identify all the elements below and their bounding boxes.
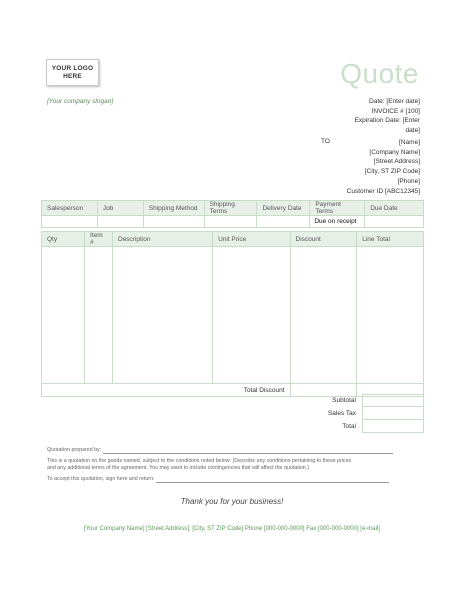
col-description: Description <box>113 232 213 247</box>
logo-placeholder <box>46 59 99 86</box>
recipient-street: [Street Address] <box>373 158 420 166</box>
col-item-number: Item # <box>85 232 113 247</box>
recipient-city: [City, ST ZIP Code] <box>364 168 420 176</box>
totals-block <box>41 394 424 433</box>
order-info-row <box>42 216 424 228</box>
expiration-date: Expiration Date: [Enter date] <box>354 117 420 134</box>
col-discount: Discount <box>290 232 357 247</box>
sales-tax-value[interactable] <box>362 407 424 420</box>
line-items-body <box>42 247 424 384</box>
customer-id: Customer ID [ABC12345] <box>346 187 420 195</box>
cell-discount[interactable] <box>290 247 357 384</box>
line-items-table <box>41 231 424 397</box>
subtotal-row <box>41 394 424 407</box>
cell-payment-terms[interactable]: Due on receipt <box>310 216 365 228</box>
col-shipping-terms: Shipping Terms <box>204 201 257 216</box>
col-shipping-method: Shipping Method <box>143 201 204 216</box>
col-delivery-date: Delivery Date <box>257 201 310 216</box>
conditions-line-1: This is a quotation on the goods named, subject to the conditions noted below: (Describe any conditions pertaining to these prices <box>47 458 352 464</box>
line-items-header-row <box>42 232 424 247</box>
total-label: Total <box>342 423 356 430</box>
cell-line-total[interactable] <box>357 247 424 384</box>
quote-date: Date: [Enter date] <box>369 98 420 105</box>
cell-salesperson[interactable] <box>42 216 98 228</box>
cell-job[interactable] <box>97 216 143 228</box>
total-row <box>41 420 424 433</box>
order-info-table <box>41 200 424 228</box>
cell-item-number[interactable] <box>85 247 113 384</box>
logo-line-1: YOUR LOGO <box>51 65 94 72</box>
document-title: Quote <box>340 58 419 89</box>
cell-shipping-terms[interactable] <box>204 216 257 228</box>
prepared-by-label: Quotation prepared by: <box>47 447 102 453</box>
col-unit-price: Unit Price <box>213 232 290 247</box>
col-qty: Qty <box>42 232 85 247</box>
subtotal-label: Subtotal <box>332 397 356 404</box>
recipient-company: [Company Name] <box>369 148 420 156</box>
logo-line-2: HERE <box>63 73 82 80</box>
sales-tax-label: Sales Tax <box>327 410 356 417</box>
col-due-date: Due Date <box>365 201 424 216</box>
recipient-phone: [Phone] <box>397 177 420 185</box>
prepared-by <box>47 447 393 454</box>
total-discount-label: Total Discount <box>42 384 291 397</box>
subtotal-value[interactable] <box>362 394 424 407</box>
accept-signature <box>47 476 389 483</box>
cell-due-date[interactable] <box>365 216 424 228</box>
sales-tax-row <box>41 407 424 420</box>
invoice-number: INVOICE # [100] <box>371 107 420 115</box>
company-slogan: [Your company slogan] <box>47 98 114 105</box>
cell-unit-price[interactable] <box>213 247 290 384</box>
conditions-line-2: and any additional terms of the agreement. You may want to include contingencies that will affect the quotation.) <box>47 465 309 471</box>
recipient-name: [Name] <box>399 139 420 146</box>
col-job: Job <box>97 201 143 216</box>
cell-shipping-method[interactable] <box>143 216 204 228</box>
cell-description[interactable] <box>113 247 213 384</box>
quote-meta <box>340 97 420 135</box>
total-value[interactable] <box>362 420 424 433</box>
col-payment-terms: Payment Terms <box>310 201 365 216</box>
company-contact-footer: [Your Company Name] [Street Address], [City, ST ZIP Code] Phone [000-000-0000] Fax [000-000-0000] [e-mail] <box>84 526 380 532</box>
signature-line[interactable] <box>156 482 389 483</box>
thank-you-message: Thank you for your business! <box>180 497 284 506</box>
to-label: TO <box>321 138 330 145</box>
cell-delivery-date[interactable] <box>257 216 310 228</box>
cell-qty[interactable] <box>42 247 85 384</box>
accept-label: To accept this quotation, sign here and return: <box>47 476 155 482</box>
prepared-by-line[interactable] <box>103 453 393 454</box>
conditions-text <box>47 458 351 472</box>
order-info-header-row <box>42 201 424 216</box>
col-salesperson: Salesperson <box>42 201 98 216</box>
recipient-block <box>310 138 420 196</box>
col-line-total: Line Total <box>357 232 424 247</box>
